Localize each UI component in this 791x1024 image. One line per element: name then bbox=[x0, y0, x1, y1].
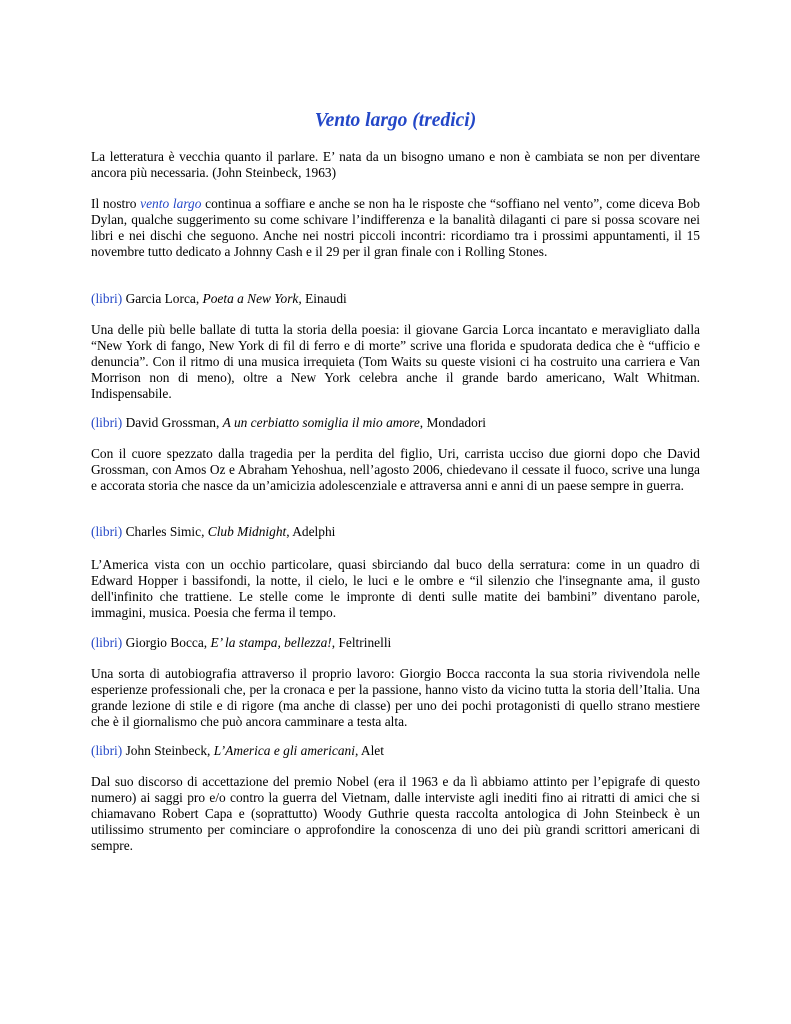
book-title: E’ la stampa, bellezza! bbox=[210, 635, 332, 650]
book-title: L’America e gli americani bbox=[213, 743, 355, 758]
epigraph: La letteratura è vecchia quanto il parlare. E’ nata da un bisogno umano e non è cambiata se non per diventare ancora più necessaria. (John Steinbeck, 1963) bbox=[91, 149, 700, 180]
libri-tag: (libri) bbox=[91, 415, 123, 430]
book-review-bocca: Una sorta di autobiografia attraverso il proprio lavoro: Giorgio Bocca racconta la sua storia rivivendola nelle esperienze professionali che, per la cronaca e per la passione, hanno visto da vicino tutta la storia dell’Italia. Una grande lezione di stile e di rigore (ma anche di classe) per uno dei pochi protagonisti di quello strano mestiere che è il giornalismo che può ancora camminare a testa alta. bbox=[91, 666, 700, 729]
book-title: A un cerbiatto somiglia il mio amore bbox=[222, 415, 420, 430]
intro-after: continua a soffiare e anche se non ha le risposte che “soffiano nel vento”, come diceva Bob Dylan, qualche suggerimento su come schivare l’indifferenza e la banalità dilaganti ci pare si possa scovare nei libri e nei dischi che seguono. Anche nei nostri piccoli incontri: ricordiamo tra i prossimi appuntamenti, il 15 novembre tutto dedicato a Johnny Cash e il 29 per il gran finale con i Rolling Stones. bbox=[91, 196, 700, 259]
book-review-simic: L’America vista con un occhio particolare, quasi sbirciando dal buco della serratura: come in un quadro di Edward Hopper i bassifondi, la notte, il cielo, le luci e le ombre e “il silenzio che l'insegnante ama, il gusto dell'infinito che trattiene. Le stelle come le impronte di denti sulle matite dei bambini” diventano parole, immagini, musica. Poesia che ferma il tempo. bbox=[91, 557, 700, 620]
book-reference-steinbeck bbox=[91, 743, 700, 759]
book-review-grossman: Con il cuore spezzato dalla tragedia per la perdita del figlio, Uri, carrista ucciso due giorni dopo che David Grossman, con Amos Oz e Abraham Yehoshua, nell’agosto 2006, chiedevano il cessate il fuoco, scrive una lunga e accorata storia che nasce da un’amicizia adolescenziale e attraversa anni e anni di un paese sempre in guerra. bbox=[91, 446, 700, 493]
libri-tag: (libri) bbox=[91, 524, 123, 539]
book-publisher: , Adelphi bbox=[286, 524, 336, 539]
book-publisher: , Mondadori bbox=[419, 415, 486, 430]
book-review-steinbeck: Dal suo discorso di accettazione del premio Nobel (era il 1963 e da lì abbiamo attinto per l’epigrafe di questo numero) ai saggi pro e/o contro la guerra del Vietnam, dalle interviste agli inediti fino ai ritratti di amici che si chiamavano Robert Capa e (soprattutto) Woody Guthrie questa raccolta antologica di John Steinbeck è un utilissimo strumento per cominciare o approfondire la conoscenza di uno dei più grandi scrittori americani di sempre. bbox=[91, 774, 700, 853]
book-author: Giorgio Bocca, bbox=[122, 635, 211, 650]
intro-before: Il nostro bbox=[91, 196, 141, 211]
libri-tag: (libri) bbox=[91, 291, 123, 306]
intro-paragraph bbox=[91, 196, 700, 260]
book-title: Club Midnight bbox=[207, 524, 287, 539]
book-reference-lorca bbox=[91, 291, 700, 307]
book-author: John Steinbeck, bbox=[122, 743, 214, 758]
book-publisher: Einaudi bbox=[301, 291, 347, 306]
intro-highlight: vento largo bbox=[140, 196, 202, 211]
book-review-lorca: Una delle più belle ballate di tutta la storia della poesia: il giovane Garcia Lorca incantato e meravigliato dalla “New York di fango, New York di fil di ferro e di morte” scrive una florida e spudorata dedica che è “ufficio e denuncia”. Con il ritmo di una musica irrequieta (Tom Waits su queste visioni ci ha costruito una carriera e Van Morrison non di meno), oltre a New York celebra anche il grande bardo americano, Walt Whitman. Indispensabile. bbox=[91, 322, 700, 401]
book-reference-bocca bbox=[91, 635, 700, 651]
book-author: Garcia Lorca, bbox=[122, 291, 203, 306]
book-author: David Grossman, bbox=[122, 415, 223, 430]
book-reference-simic bbox=[91, 524, 700, 540]
book-title: Poeta a New York, bbox=[202, 291, 302, 306]
book-reference-grossman bbox=[91, 415, 700, 431]
book-publisher: , Alet bbox=[354, 743, 384, 758]
libri-tag: (libri) bbox=[91, 635, 123, 650]
book-author: Charles Simic, bbox=[122, 524, 208, 539]
libri-tag: (libri) bbox=[91, 743, 123, 758]
document-title: Vento largo (tredici) bbox=[314, 110, 477, 131]
book-publisher: , Feltrinelli bbox=[331, 635, 392, 650]
